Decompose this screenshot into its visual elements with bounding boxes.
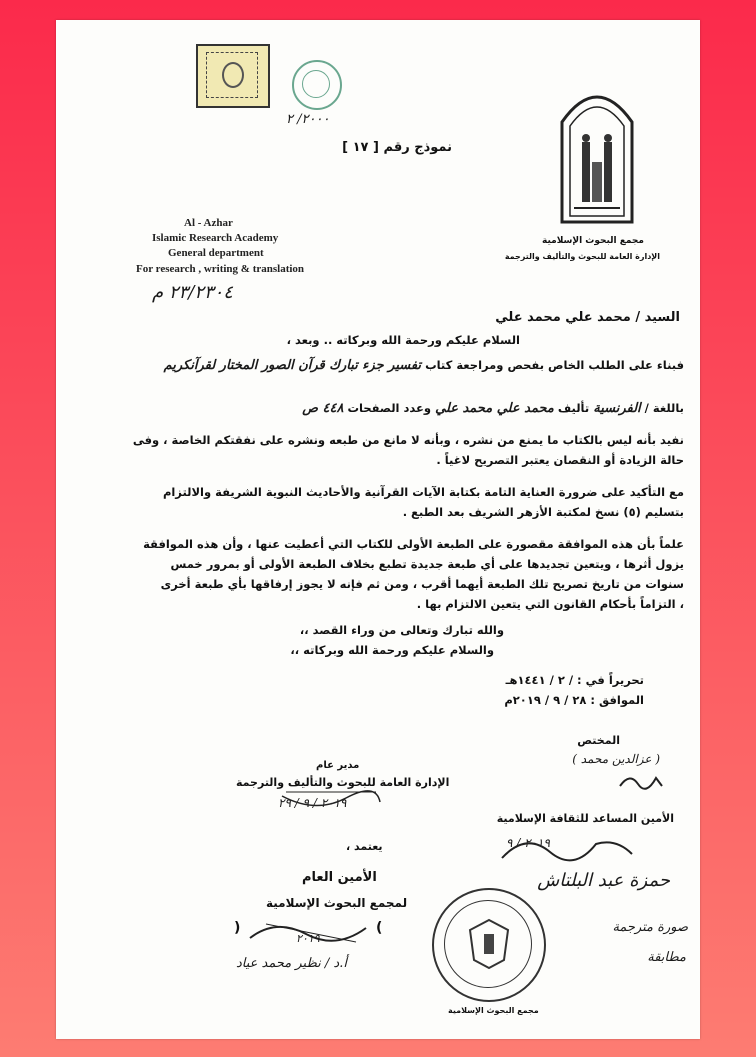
revenue-stamp (196, 44, 270, 108)
assistant-title: الأمين المساعد للثقافة الإسلامية (496, 812, 674, 825)
assistant-date: ٢٠١٩ / ٩ (506, 836, 550, 850)
english-header-3: General department (168, 247, 264, 259)
reviewer-signature (616, 768, 666, 792)
para2-line1: مع التأكيد على ضرورة العناية التامة بكتابة الآيات القرآنية والأحاديث النبوية الشريفة والالتزام (162, 485, 684, 499)
secgen-org: لمجمع البحوث الإسلامية (266, 896, 408, 910)
director-dept: الإدارة العامة للبحوث والتأليف والترجمة (236, 776, 450, 789)
stamp-date: ٢٠٠٠/ ٢ (286, 112, 330, 127)
secgen-date: ٢٠١٩ (296, 932, 320, 945)
addressee: السيد / محمد علي محمد علي (495, 310, 680, 325)
para3-line4: ، التزاماً بأحكام القانون التي يتعين الالتزام بها . (416, 597, 684, 611)
author-label: تأليف (557, 401, 590, 415)
director-title: مدير عام (316, 760, 360, 771)
secgen-bracket-right: ) (376, 920, 383, 936)
para1-line2: حالة الزيادة أو النقصان يعتبر التصريح لاغياً . (436, 453, 684, 467)
request-line (164, 357, 684, 374)
margin-note-2: مطابقة (647, 950, 686, 965)
date-gregorian: الموافق : ٢٨ / ٩ / ٢٠١٩م (504, 693, 644, 707)
greeting: السلام عليكم ورحمة الله وبركاته .. وبعد ، (286, 333, 520, 347)
reviewer-name: ( عزالدين محمد ) (572, 752, 660, 766)
details-line (302, 400, 684, 417)
director-signature (276, 788, 386, 816)
secgen-title: الأمين العام (302, 870, 377, 885)
date-hijri: تحريراً في : / ٢ / ١٤٤١هـ (505, 673, 644, 687)
approved-label: يعتمد ، (346, 840, 383, 853)
pages-value: ٤٤٨ ص (302, 401, 344, 416)
assistant-signature (496, 828, 636, 868)
document-page (56, 20, 700, 1039)
para3-line1: علماً بأن هذه الموافقة مقصورة على الطبعة الأولى للكتاب التي أعطيت عنها ، وأن هذه الموافقة (143, 537, 684, 551)
book-title: تفسير جزء تبارك قرآن الصور المختار لقرآنكريم (163, 358, 422, 373)
language-label: باللغة / (644, 401, 684, 415)
logo-caption-1: مجمع البحوث الإسلامية (542, 236, 644, 246)
logo-caption-2: الإدارة العامة للبحوث والتأليف والترجمة (504, 252, 660, 261)
round-stamp-green (292, 60, 342, 110)
english-header-4: For research , writing & translation (136, 263, 305, 275)
para2-line2: بتسليم (٥) نسخ لمكتبة الأزهر الشريف بعد الطبع . (402, 505, 684, 519)
form-number: نموذج رقم [ ١٧ ] (342, 140, 452, 155)
para1-line1: نفيد بأنه ليس بالكتاب ما يمنع من نشره ، وبأنه لا مانع من طبعه ونشره على نفقتكم الخاصة ، وفى (132, 433, 684, 447)
assistant-name: حمزة عبد البلتاش (537, 870, 670, 891)
closing-2: والسلام عليكم ورحمة الله وبركاته ،، (290, 643, 494, 657)
reference-number: ٢٣/٢٣٠٤ م (152, 282, 233, 303)
request-prefix: فبناء على الطلب الخاص بفحص ومراجعة كتاب (425, 358, 684, 372)
para3-line3: سنوات من تاريخ تصريح تلك الطبعة أيهما أقرب ، ومن ثم فإنه لا يجوز إرفاقها بأي طبعة أخرى (160, 577, 684, 591)
english-header-1: Al - Azhar (184, 217, 233, 229)
english-header-2: Islamic Research Academy (152, 232, 279, 244)
secgen-bracket-left: ( (234, 920, 241, 936)
author-value: محمد علي محمد علي (435, 401, 554, 416)
closing-1: والله تبارك وتعالى من وراء القصد ،، (299, 623, 504, 637)
para3-line2: يزول أثرها ، ويتعين تجديدها على أي طبعة جديدة تطبع بخلاف الطبعة الأولى أو بمرور خمس (170, 557, 684, 571)
secgen-name: أ.د / نظير محمد عياد (236, 956, 347, 971)
language-value: الفرنسية (593, 401, 641, 416)
director-date: ٢٠١٩ / ٩ / ٢٩ (278, 796, 347, 810)
margin-note-1: صورة مترجمة (612, 920, 688, 935)
official-seal (432, 888, 546, 1002)
reviewer-title: المختص (577, 734, 620, 747)
azhar-logo (552, 82, 642, 232)
seal-text: مجمع البحوث الإسلامية (448, 1006, 539, 1015)
pages-label: وعدد الصفحات (347, 401, 432, 415)
